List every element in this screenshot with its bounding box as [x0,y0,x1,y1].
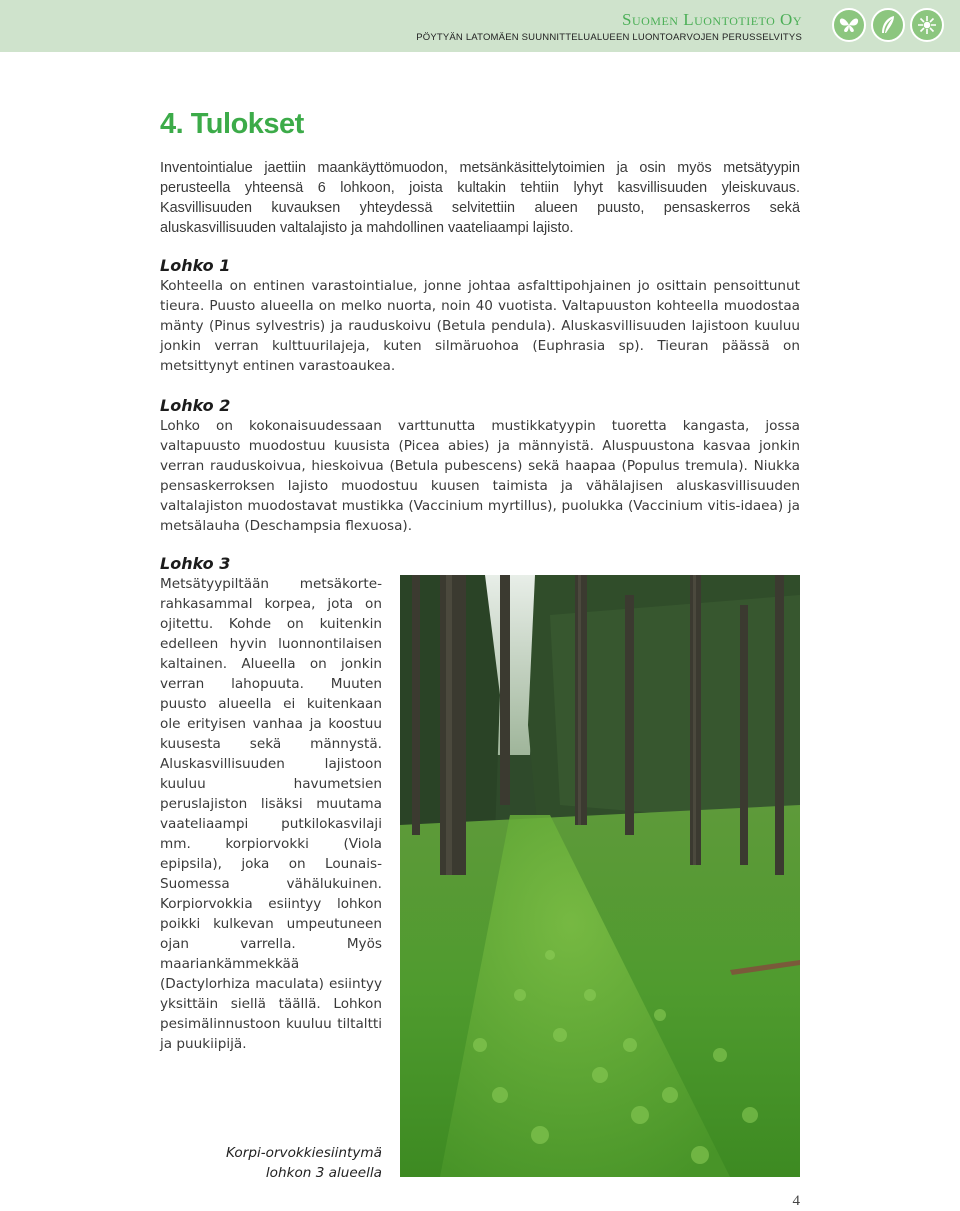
forest-photo [400,575,800,1177]
page-header [0,0,960,52]
section-title: 4. Tulokset [160,108,304,140]
company-name: Suomen Luontotieto Oy [622,10,802,29]
company-logo [832,8,944,42]
lohko-2-heading: Lohko 2 [160,396,231,415]
page-number: 4 [792,1193,800,1209]
feather-icon [871,8,905,42]
lohko-1-heading: Lohko 1 [160,256,231,275]
lohko-1-text: Kohteella on entinen varastointialue, jonne johtaa asfalttipohjainen jo osittain pensoittunut tieura. Puusto alueella on melko nuorta, noin 40 vuotista. Valtapuuston kohteella muodostaa mänty (Pinus sylvestris) ja rauduskoivu (Betula pendula). Aluskasvillisuuden lajistoon kuuluu jonkin verran kulttuurilajeja, kuten silmäruohoa (Euphrasia sp). Tieuran päässä on metsittynyt entinen varastoaukea. [160,278,800,374]
report-title: PÖYTYÄN LATOMÄEN SUUNNITTELUALUEEN LUONTOARVOJEN PERUSSELVITYS [416,32,802,43]
lohko-3-text: Metsätyypiltään metsäkorte-rahkasammal korpea, jota on ojitettu. Kohde on kuitenkin edelleen hyvin luonnontilaisen kaltainen. Alueella on jonkin verran lahopuuta. Muuten puusto alueella ei kuitenkaan ole erityisen vanhaa ja koostuu kuusesta sekä männystä. Aluskasvillisuuden lajistoon kuuluu havumetsien peruslajiston lisäksi muutama vaateliaampi putkilokasvilaji mm. korpiorvokki (Viola epipsila), joka on Lounais-Suomessa vähälukuinen. Korpiorvokkia esiintyy lohkon poikki kulkevan umpeutuneen ojan varrella. Myös maariankämmekkää (Dactylorhiza maculata) esiintyy yksittäin siellä täällä. Lohkon pesimälinnustoon kuuluu tiltaltti ja puukiipijä. [160,576,382,1052]
lohko-2-text: Lohko on kokonaisuudessaan varttunutta mustikkatyypin tuoretta kangasta, jossa valtapuusto muodostuu kuusista (Picea abies) ja männyistä. Aluspuustona kasvaa jonkin verran rauduskoivua, hieskoivua (Betula pubescens) sekä haapaa (Populus tremula). Niukka pensaskerroksen lajisto muodostuu kuusen taimista ja vähälajisen aluskasvillisuuden valtalajiston muodostavat mustikka (Vaccinium myrtillus), puolukka (Vaccinium vitis-idaea) ja metsälauha (Deschampsia flexuosa). [160,418,800,534]
flower-icon [910,8,944,42]
intro-paragraph: Inventointialue jaettiin maankäyttömuodon, metsänkäsittelytoimien ja osin myös metsätyypin perusteella yhteensä 6 lohkoon, joista kultakin tehtiin lyhyt kasvillisuuden yleiskuvaus. Kasvillisuuden kuvauksen yhteydessä selvitettiin alueen puusto, pensaskerros sekä aluskasvillisuuden valtalajisto ja mahdollinen vaateliaampi lajisto. [160,160,800,236]
lohko-3-heading: Lohko 3 [160,554,231,573]
caption-line-2: lohkon 3 alueella [265,1165,382,1181]
caption-line-1: Korpi-orvokkiesiintymä [226,1145,382,1161]
photo-caption [160,1143,382,1183]
butterfly-icon [832,8,866,42]
